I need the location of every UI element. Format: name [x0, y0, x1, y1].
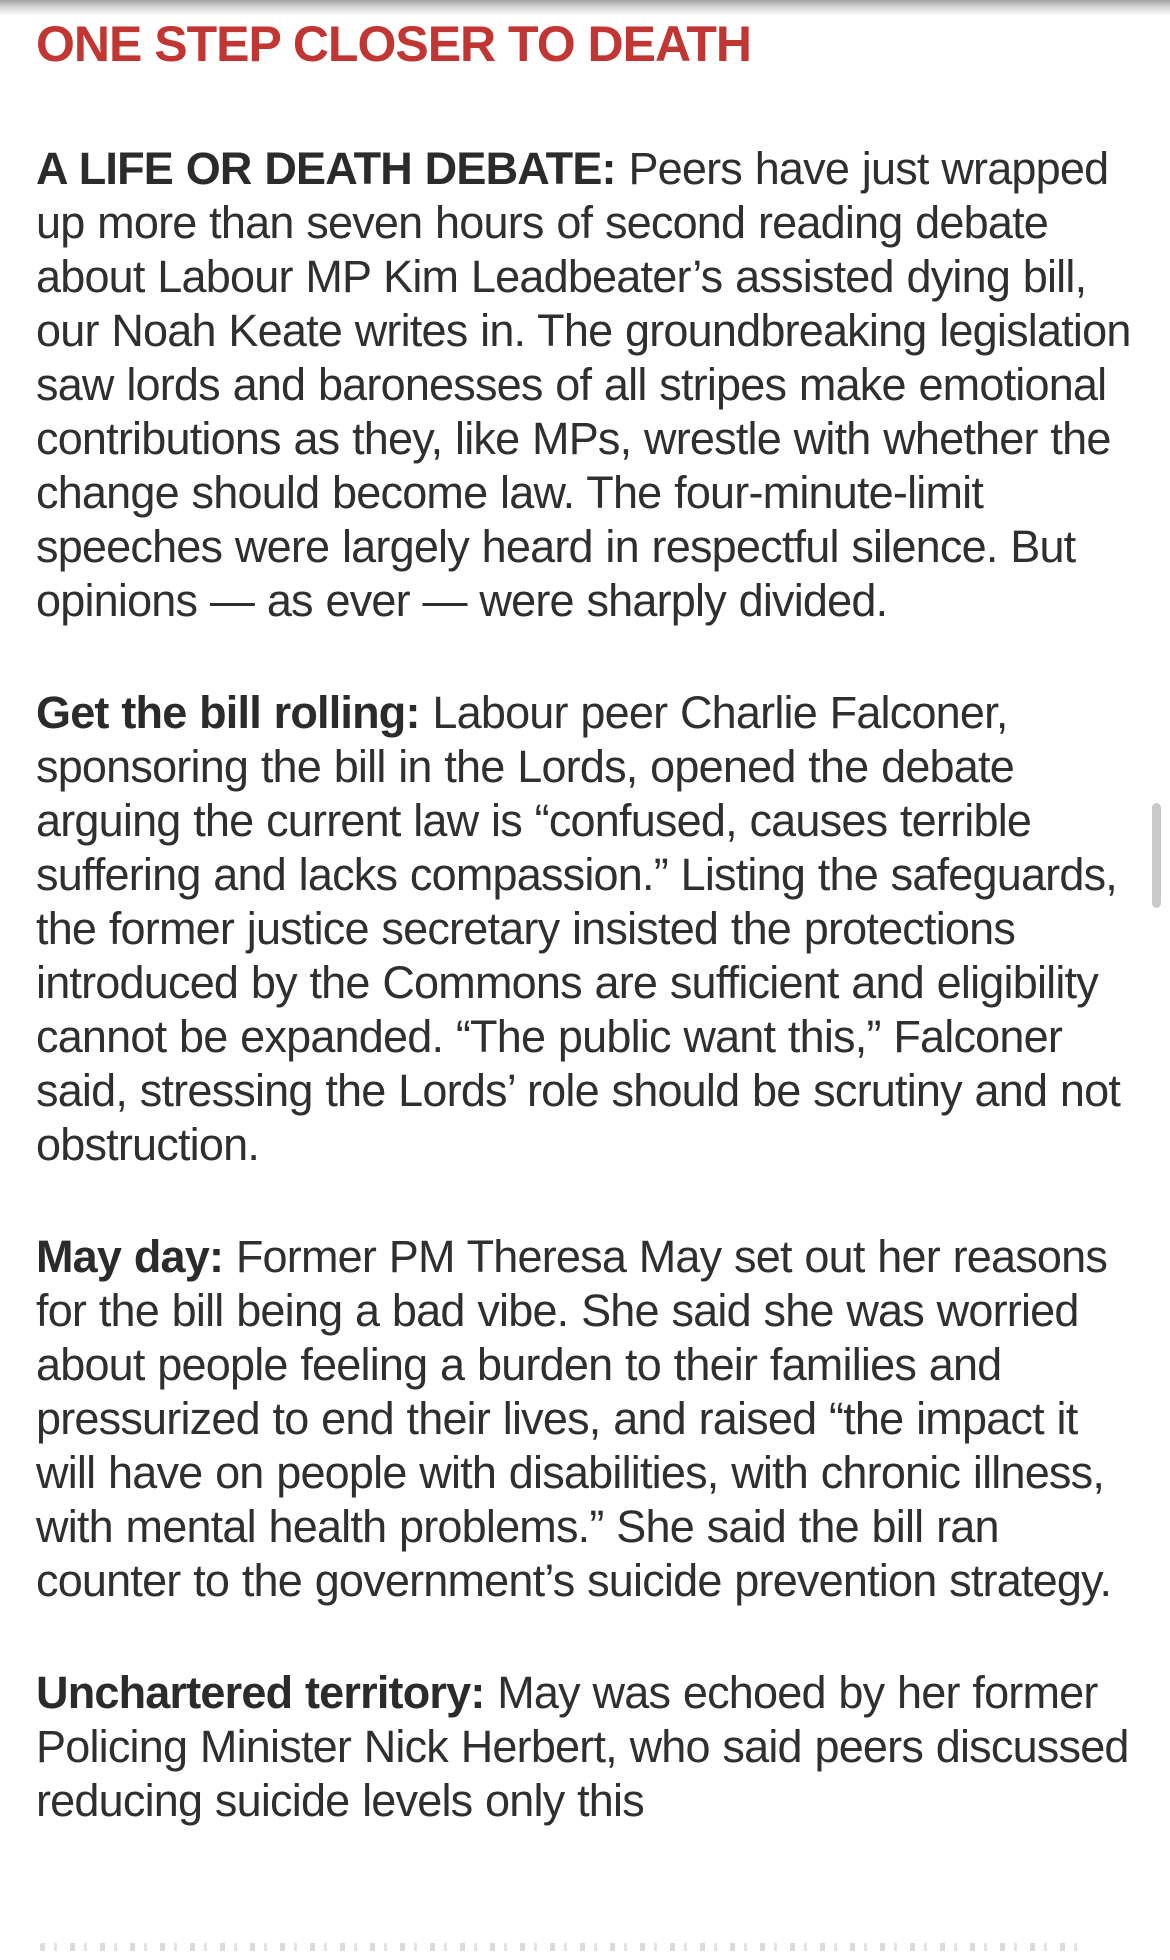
paragraph-text: Peers have just wrapped up more than seven hours of second reading debate about Labour MP Kim Leadbeater’s assisted dying bill, our Noah Keate writes in. The groundbreaking legislation saw lords and baronesses of all stripes make emotional contributions as they, like MPs, wrestle with whether the change should become law. The four-minute-limit speeches were largely heard in respectful silence. But opinions — as ever — were sharply divided. — [36, 143, 1131, 626]
paragraph-text: Former PM Theresa May set out her reasons for the bill being a bad vibe. She said she was worried about people feeling a burden to their families and pressurized to end their lives, and raised “the impact it will have on people with disabilities, with chronic illness, with mental health problems.” She said the bill ran counter to the government’s suicide prevention strategy. — [36, 1231, 1112, 1606]
paragraph-text: May was echoed by her former Policing Minister Nick Herbert, who said peers discussed reducing suicide levels only this — [36, 1667, 1129, 1826]
paragraph-lead: A LIFE OR DEATH DEBATE: — [36, 143, 616, 194]
paragraph — [36, 1230, 1140, 1608]
paragraph-lead: May day: — [36, 1231, 224, 1282]
paragraph — [36, 142, 1140, 628]
paragraph-lead: Get the bill rolling: — [36, 687, 420, 738]
newsletter-article — [36, 0, 1140, 1828]
paragraph-text: Labour peer Charlie Falconer, sponsoring the bill in the Lords, opened the debate arguing the current law is “confused, causes terrible suffering and lacks compassion.” Listing the safeguards, the former justice secretary insisted the protections introduced by the Commons are sufficient and eligibility cannot be expanded. “The public want this,” Falconer said, stressing the Lords’ role should be scrutiny and not obstruction. — [36, 687, 1121, 1170]
article-headline: ONE STEP CLOSER TO DEATH — [36, 16, 751, 72]
cutoff-text-fragments — [40, 1943, 1080, 1951]
scrollbar-thumb[interactable] — [1152, 803, 1161, 908]
paragraph — [36, 1666, 1140, 1828]
paragraph — [36, 686, 1140, 1172]
paragraph-lead: Unchartered territory: — [36, 1667, 485, 1718]
scroll-edge-shadow — [0, 0, 1170, 16]
